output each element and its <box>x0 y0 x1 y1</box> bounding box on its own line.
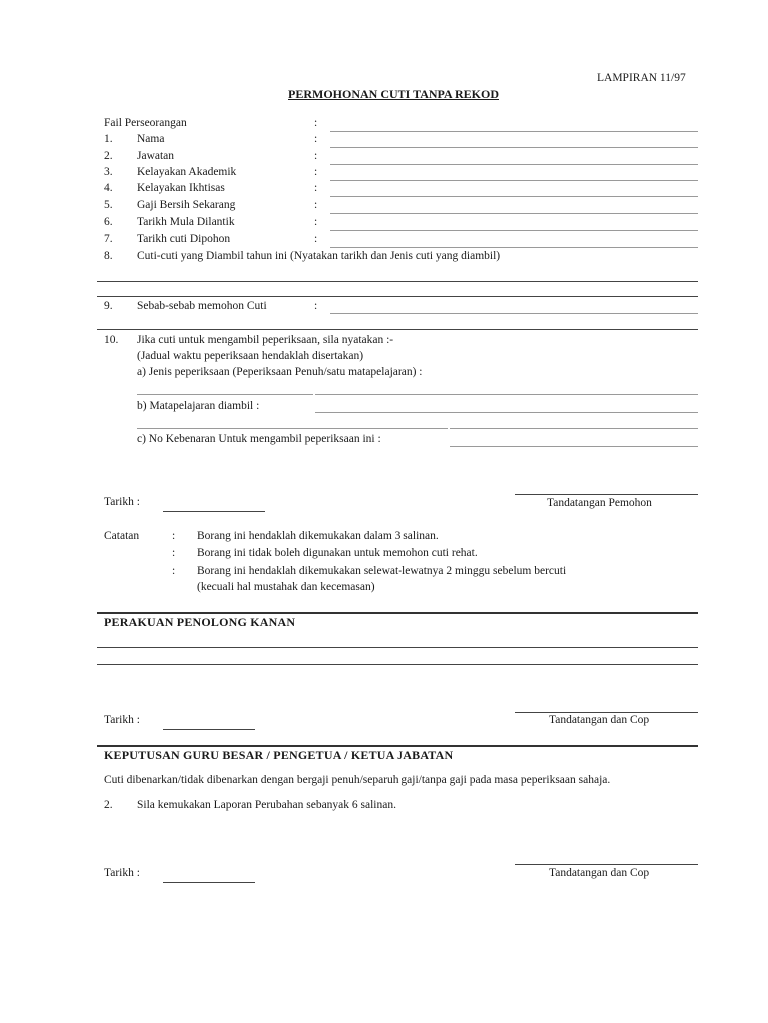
item-8-number: 8. <box>104 250 113 262</box>
tarikh-cuti-input-line[interactable] <box>330 247 698 248</box>
fail-label: Fail Perseorangan <box>104 117 187 129</box>
item-10-a-input-line-1[interactable] <box>137 394 313 395</box>
keputusan-item-2-text: Sila kemukakan Laporan Perubahan sebanyak 6 salinan. <box>137 799 396 811</box>
item-1-label: Nama <box>137 133 165 145</box>
perakuan-input-line-2[interactable] <box>97 664 698 665</box>
keputusan-date-input-line[interactable] <box>163 882 255 883</box>
fail-input-line[interactable] <box>330 131 698 132</box>
item-1-number: 1. <box>104 133 113 145</box>
notes-label: Catatan <box>104 530 140 542</box>
gaji-input-line[interactable] <box>330 213 698 214</box>
item-4-number: 4. <box>104 182 113 194</box>
notes-colon-1: : <box>172 530 176 542</box>
jawatan-input-line[interactable] <box>330 164 698 165</box>
akademik-input-line[interactable] <box>330 180 698 181</box>
keputusan-date-label: Tarikh : <box>104 867 140 879</box>
item-10-b-input-line-2[interactable] <box>137 428 448 429</box>
item-10-note: (Jadual waktu peperiksaan hendaklah disertakan) <box>137 350 364 362</box>
item-1-colon: : <box>314 133 318 145</box>
item-9-colon: : <box>314 300 318 312</box>
item-3-number: 3. <box>104 166 113 178</box>
item-10-b-input-line-3[interactable] <box>450 428 698 429</box>
item-10-a-label: a) Jenis peperiksaan (Peperiksaan Penuh/satu matapelajaran) : <box>137 366 423 378</box>
perakuan-divider <box>97 612 698 614</box>
item-10-c-input-line[interactable] <box>450 446 698 447</box>
fail-colon: : <box>314 117 318 129</box>
item-8-input-line-1[interactable] <box>97 281 698 282</box>
item-10-a-input-line-2[interactable] <box>315 394 698 395</box>
applicant-signature-label: Tandatangan Pemohon <box>547 497 652 509</box>
item-2-label: Jawatan <box>137 150 175 162</box>
notes-extra: (kecuali hal mustahak dan kecemasan) <box>197 581 375 593</box>
item-9-label: Sebab-sebab memohon Cuti <box>137 300 267 312</box>
applicant-date-label: Tarikh : <box>104 496 140 508</box>
applicant-signature-line[interactable] <box>515 494 698 495</box>
keputusan-text: Cuti dibenarkan/tidak dibenarkan dengan bergaji penuh/separuh gaji/tanpa gaji pada masa peperiksaan sahaja. <box>104 774 611 786</box>
keputusan-divider <box>97 745 698 747</box>
perakuan-date-label: Tarikh : <box>104 714 140 726</box>
notes-line-3: Borang ini hendaklah dikemukakan selewat-lewatnya 2 minggu sebelum bercuti <box>197 565 567 577</box>
document-title: PERMOHONAN CUTI TANPA REKOD <box>288 87 500 101</box>
item-8-input-line-2[interactable] <box>97 296 698 297</box>
item-5-number: 5. <box>104 199 113 211</box>
ikhtisas-input-line[interactable] <box>330 196 698 197</box>
item-10-label: Jika cuti untuk mengambil peperiksaan, sila nyatakan :- <box>137 334 394 346</box>
item-7-colon: : <box>314 233 318 245</box>
notes-line-1: Borang ini hendaklah dikemukakan dalam 3 salinan. <box>197 530 439 542</box>
item-6-label: Tarikh Mula Dilantik <box>137 216 235 228</box>
perakuan-title: PERAKUAN PENOLONG KANAN <box>104 615 296 629</box>
item-3-colon: : <box>314 166 318 178</box>
perakuan-input-line-1[interactable] <box>97 647 698 648</box>
notes-colon-2: : <box>172 547 176 559</box>
perakuan-signature-label: Tandatangan dan Cop <box>549 714 650 726</box>
item-10-c-label: c) No Kebenaran Untuk mengambil peperiksaan ini : <box>137 433 381 445</box>
item-5-colon: : <box>314 199 318 211</box>
item-9-input-line-2[interactable] <box>97 329 698 330</box>
applicant-date-input-line[interactable] <box>163 511 265 512</box>
item-7-label: Tarikh cuti Dipohon <box>137 233 231 245</box>
item-10-b-label: b) Matapelajaran diambil : <box>137 400 260 412</box>
item-2-number: 2. <box>104 150 113 162</box>
keputusan-item-2-number: 2. <box>104 799 113 811</box>
notes-line-2: Borang ini tidak boleh digunakan untuk memohon cuti rehat. <box>197 547 478 559</box>
item-9-number: 9. <box>104 300 113 312</box>
item-6-number: 6. <box>104 216 113 228</box>
perakuan-date-input-line[interactable] <box>163 729 255 730</box>
item-6-colon: : <box>314 216 318 228</box>
item-5-label: Gaji Bersih Sekarang <box>137 199 236 211</box>
item-10-b-input-line-1[interactable] <box>315 412 698 413</box>
item-3-label: Kelayakan Akademik <box>137 166 237 178</box>
item-8-label: Cuti-cuti yang Diambil tahun ini (Nyatakan tarikh dan Jenis cuti yang diambil) <box>137 250 501 262</box>
notes-colon-3: : <box>172 565 176 577</box>
keputusan-signature-line[interactable] <box>515 864 698 865</box>
nama-input-line[interactable] <box>330 147 698 148</box>
keputusan-signature-label: Tandatangan dan Cop <box>549 867 650 879</box>
sebab-input-line[interactable] <box>330 313 698 314</box>
item-4-label: Kelayakan Ikhtisas <box>137 182 225 194</box>
item-7-number: 7. <box>104 233 113 245</box>
document-reference: LAMPIRAN 11/97 <box>597 72 686 84</box>
keputusan-title: KEPUTUSAN GURU BESAR / PENGETUA / KETUA JABATAN <box>104 748 454 762</box>
item-10-number: 10. <box>104 334 119 346</box>
perakuan-signature-line[interactable] <box>515 712 698 713</box>
item-4-colon: : <box>314 182 318 194</box>
item-2-colon: : <box>314 150 318 162</box>
tarikh-mula-input-line[interactable] <box>330 230 698 231</box>
